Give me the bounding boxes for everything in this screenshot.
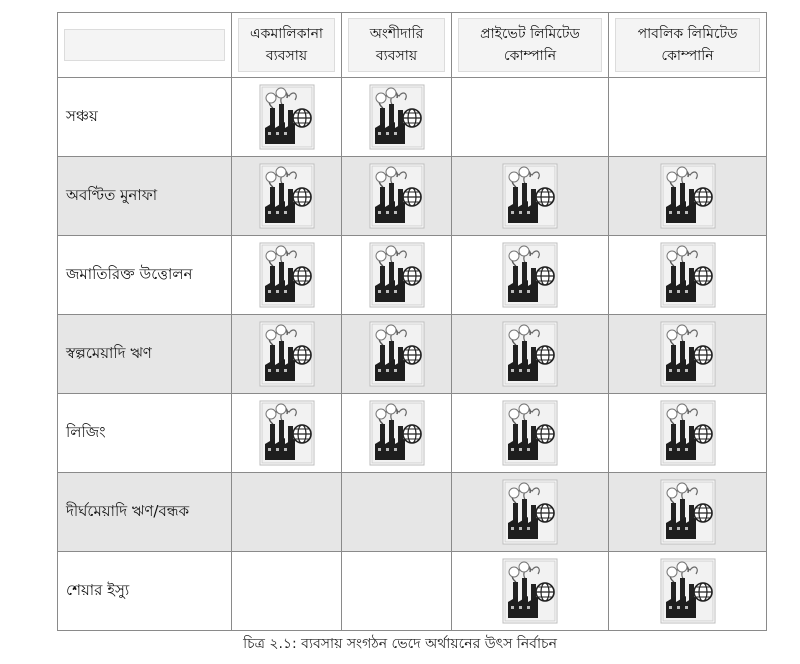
header-label-line1: প্রাইভেট লিমিটেড: [480, 26, 580, 42]
header-row: [58, 13, 767, 78]
table-row: [58, 315, 767, 394]
header-label-line1: একমালিকানা: [250, 26, 323, 42]
table-cell: [232, 315, 342, 394]
table-cell: [452, 473, 609, 552]
column-header-2: [342, 13, 452, 78]
table-cell: [452, 315, 609, 394]
factory-globe-icon: [369, 400, 425, 466]
table-cell: [232, 157, 342, 236]
header-label-line1: পাবলিক লিমিটেড: [637, 26, 738, 42]
header-label-line2: কোম্পানি: [661, 48, 714, 64]
table-cell: [609, 236, 767, 315]
table-cell: [452, 394, 609, 473]
factory-globe-icon: [660, 400, 716, 466]
factory-globe-icon: [369, 163, 425, 229]
financing-source-table: [57, 12, 767, 631]
table-cell: [609, 78, 767, 157]
factory-globe-icon: [259, 242, 315, 308]
table-cell: [609, 473, 767, 552]
table-cell: [609, 315, 767, 394]
factory-globe-icon: [259, 321, 315, 387]
header-label: [64, 29, 225, 61]
header-corner-cell: [58, 13, 232, 78]
table-cell: [452, 236, 609, 315]
header-label-line2: ব্যবসায়: [265, 48, 308, 64]
factory-globe-icon: [259, 163, 315, 229]
table-cell: [232, 78, 342, 157]
row-label: শেয়ার ইস্যু: [58, 552, 232, 631]
header-label: [348, 18, 445, 72]
table-cell: [232, 394, 342, 473]
row-label: স্বল্পমেয়াদি ঋণ: [58, 315, 232, 394]
table-row: [58, 157, 767, 236]
table-body: [58, 78, 767, 631]
factory-globe-icon: [660, 242, 716, 308]
header-label-line1: [67, 34, 222, 56]
header-label-line2: ব্যবসায়: [375, 48, 418, 64]
table-cell: [342, 236, 452, 315]
factory-globe-icon: [502, 242, 558, 308]
factory-globe-icon: [369, 321, 425, 387]
table-cell: [452, 552, 609, 631]
table-cell: [452, 78, 609, 157]
figure-caption: চিত্র ২.১: ব্যবসায় সংগঠন ভেদে অর্থায়নের উৎস নির্বাচন: [243, 636, 557, 652]
factory-globe-icon: [660, 321, 716, 387]
table-cell: [609, 157, 767, 236]
table-row: [58, 473, 767, 552]
header-label: [458, 18, 602, 72]
table-cell: [232, 473, 342, 552]
table-cell: [232, 236, 342, 315]
table-cell: [342, 78, 452, 157]
header-label-line2: কোম্পানি: [503, 48, 557, 64]
column-header-1: [232, 13, 342, 78]
header-label: [238, 18, 335, 72]
factory-globe-icon: [502, 163, 558, 229]
row-label: অবণ্টিত মুনাফা: [58, 157, 232, 236]
factory-globe-icon: [660, 558, 716, 624]
table-cell: [452, 157, 609, 236]
financing-source-table-container: [57, 12, 766, 631]
factory-globe-icon: [660, 163, 716, 229]
header-label-line1: অংশীদারি: [369, 26, 424, 42]
row-label: সঞ্চয়: [58, 78, 232, 157]
factory-globe-icon: [660, 479, 716, 545]
table-cell: [232, 552, 342, 631]
table-cell: [342, 394, 452, 473]
table-cell: [342, 473, 452, 552]
table-cell: [342, 552, 452, 631]
row-label: দীর্ঘমেয়াদি ঋণ/বন্ধক: [58, 473, 232, 552]
factory-globe-icon: [369, 84, 425, 150]
table-row: [58, 78, 767, 157]
row-label: লিজিং: [58, 394, 232, 473]
table-cell: [342, 315, 452, 394]
table-cell: [609, 394, 767, 473]
factory-globe-icon: [502, 479, 558, 545]
factory-globe-icon: [502, 321, 558, 387]
factory-globe-icon: [502, 558, 558, 624]
row-label: জমাতিরিক্ত উত্তোলন: [58, 236, 232, 315]
table-row: [58, 552, 767, 631]
factory-globe-icon: [259, 400, 315, 466]
column-header-4: [609, 13, 767, 78]
table-row: [58, 236, 767, 315]
table-row: [58, 394, 767, 473]
factory-globe-icon: [369, 242, 425, 308]
table-cell: [342, 157, 452, 236]
header-label: [615, 18, 760, 72]
table-cell: [609, 552, 767, 631]
column-header-3: [452, 13, 609, 78]
factory-globe-icon: [502, 400, 558, 466]
factory-globe-icon: [259, 84, 315, 150]
